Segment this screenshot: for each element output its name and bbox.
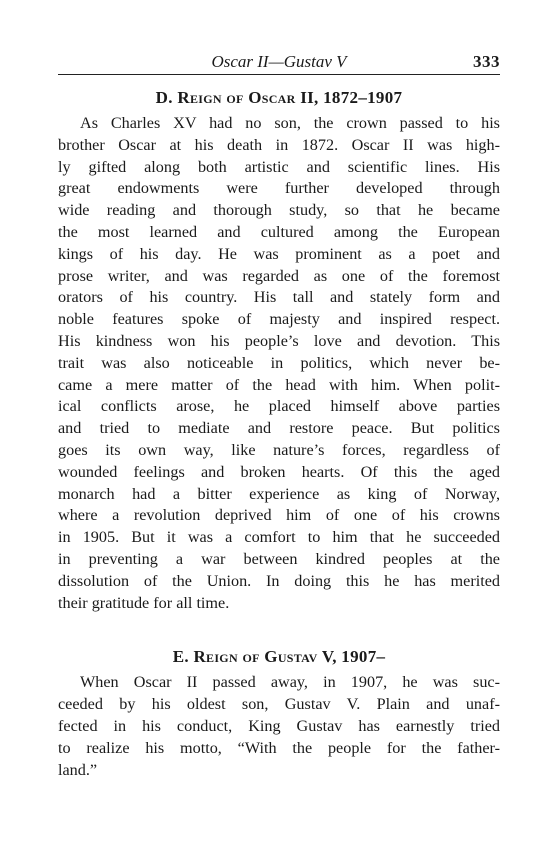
text-line: wide reading and thorough study, so that he became — [58, 201, 500, 220]
section-d-letter: D. — [155, 88, 173, 107]
section-d-title-word: of — [226, 88, 244, 107]
text-line: dissolution of the Union. In doing this he has merited — [58, 571, 500, 590]
text-line: in 1905. But it was a comfort to him that he succeeded — [58, 528, 500, 547]
section-e-title-word: Reign — [193, 647, 238, 667]
text-line: kings of his day. He was prominent as a poet and — [58, 244, 500, 263]
text-line: As Charles XV had no son, the crown passed to his — [80, 114, 500, 132]
text-line: wounded feelings and broken hearts. Of this the aged — [58, 462, 500, 481]
text-line: His kindness won his people’s love and devotion. This — [58, 331, 500, 350]
text-line: their gratitude for all time. — [58, 593, 230, 612]
text-line: the most learned and cultured among the European — [58, 222, 500, 241]
section-e-paragraph — [58, 672, 500, 781]
section-e-title-rest: V, 1907– — [321, 647, 386, 667]
running-header — [58, 50, 500, 75]
section-d-title-word: Reign — [177, 88, 222, 107]
text-line: fected in his conduct, King Gustav has earnestly tried — [58, 716, 500, 735]
text-line: where a revolution deprived him of one of his crowns — [58, 506, 500, 525]
text-line: brother Oscar at his death in 1872. Oscar II was high- — [58, 135, 500, 154]
text-line: came a mere matter of the head with him. When polit- — [58, 375, 500, 394]
page-number: 333 — [473, 52, 500, 71]
text-line: ly gifted along both artistic and scientific lines. His — [58, 157, 500, 176]
text-line: to realize his motto, “With the people for the father- — [58, 738, 500, 757]
text-line: in preventing a war between kindred peoples at the — [58, 549, 500, 568]
text-line: trait was also noticeable in politics, which never be- — [58, 353, 500, 372]
section-d-paragraph — [58, 113, 500, 614]
text-line: monarch had a bitter experience as king of Norway, — [58, 484, 500, 503]
section-d-heading — [58, 87, 500, 109]
section-e-heading — [58, 646, 500, 668]
section-e-title-word: Gustav — [264, 647, 318, 667]
book-page — [58, 50, 500, 781]
text-line: noble features spoke of majesty and inspired respect. — [58, 310, 500, 329]
text-line: and tried to mediate and restore peace. But politics — [58, 419, 500, 438]
text-line: orators of his country. His tall and stately form and — [58, 288, 500, 307]
running-title: Oscar II—Gustav V — [211, 52, 347, 71]
text-line: ceeded by his oldest son, Gustav V. Plain and unaf- — [58, 695, 500, 714]
text-line: When Oscar II passed away, in 1907, he was suc- — [80, 673, 500, 692]
text-line: great endowments were further developed through — [58, 179, 500, 198]
section-e-title-word: of — [242, 647, 260, 667]
text-line: ical conflicts arose, he placed himself above parties — [58, 397, 500, 416]
text-line: prose writer, and was regarded as one of the foremost — [58, 266, 500, 285]
section-e-letter: E. — [172, 647, 189, 667]
text-line: land.” — [58, 760, 98, 779]
text-line: goes its own way, like nature’s forces, regardless of — [58, 440, 500, 459]
section-d-title-rest: II, 1872–1907 — [300, 88, 403, 107]
section-d-title-word: Oscar — [248, 88, 296, 107]
